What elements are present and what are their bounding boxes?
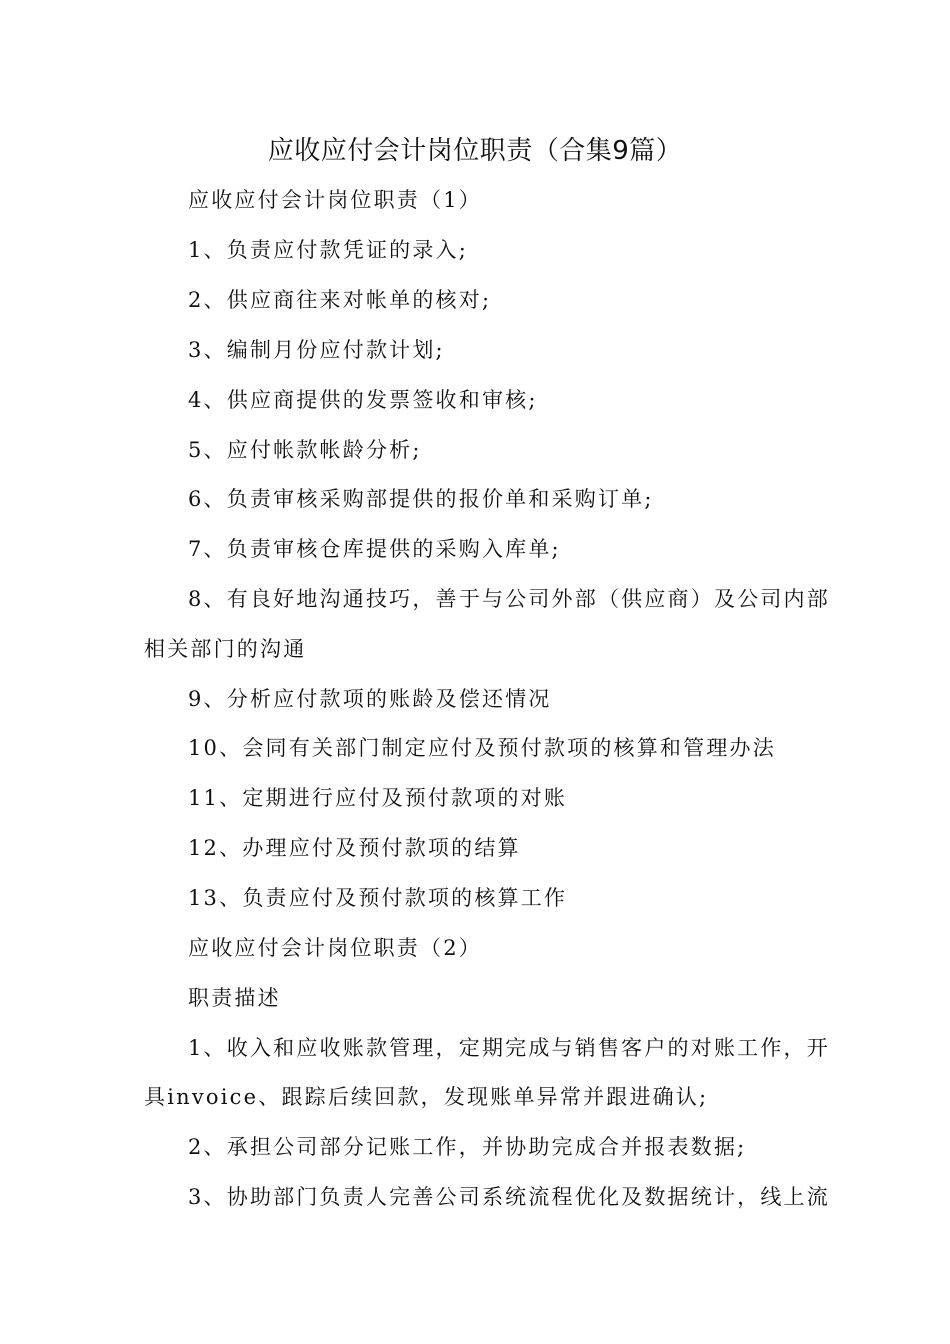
section-heading-1: 应收应付会计岗位职责（1） (188, 188, 482, 212)
paragraph-line-continuation: 相关部门的沟通 (144, 637, 307, 661)
paragraph-line: 5、应付帐款帐龄分析; (188, 438, 422, 462)
paragraph-line: 10、会同有关部门制定应付及预付款项的核算和管理办法 (188, 736, 776, 760)
subheading: 职责描述 (188, 986, 281, 1010)
section-heading-2: 应收应付会计岗位职责（2） (188, 936, 482, 960)
paragraph-line: 12、办理应付及预付款项的结算 (188, 836, 521, 860)
paragraph-line: 1、收入和应收账款管理，定期完成与销售客户的对账工作，开 (188, 1036, 830, 1060)
paragraph-line: 2、承担公司部分记账工作，并协助完成合并报表数据; (188, 1135, 747, 1159)
paragraph-line: 13、负责应付及预付款项的核算工作 (188, 886, 568, 910)
paragraph-line: 7、负责审核仓库提供的采购入库单; (188, 537, 561, 561)
paragraph-line-continuation: 具invoice、跟踪后续回款，发现账单异常并跟进确认; (144, 1085, 709, 1109)
paragraph-line: 8、有良好地沟通技巧，善于与公司外部（供应商）及公司内部 (188, 587, 830, 611)
paragraph-line: 2、供应商往来对帐单的核对; (188, 288, 492, 312)
paragraph-line: 3、编制月份应付款计划; (188, 338, 445, 362)
paragraph-line: 1、负责应付款凭证的录入; (188, 238, 469, 262)
paragraph-line: 9、分析应付款项的账龄及偿还情况 (188, 687, 552, 711)
paragraph-line: 4、供应商提供的发票签收和审核; (188, 388, 538, 412)
paragraph-line: 3、协助部门负责人完善公司系统流程优化及数据统计，线上流 (188, 1185, 830, 1209)
document-title: 应收应付会计岗位职责（合集9篇） (267, 136, 683, 166)
paragraph-line: 6、负责审核采购部提供的报价单和采购订单; (188, 487, 654, 511)
paragraph-line: 11、定期进行应付及预付款项的对账 (188, 786, 568, 810)
